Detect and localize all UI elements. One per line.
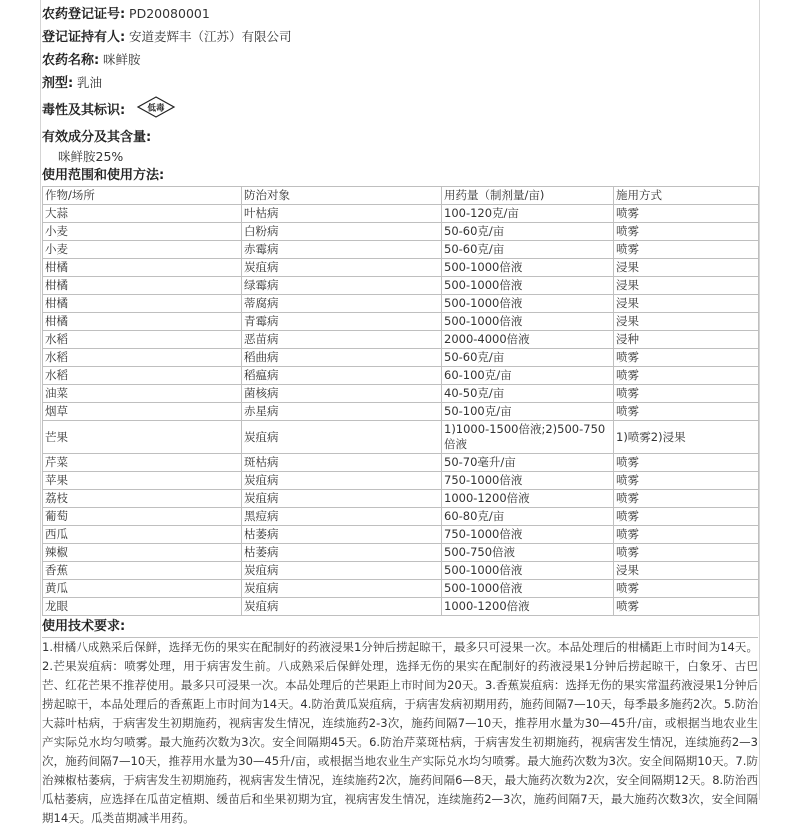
form-value: 乳油 (77, 75, 103, 90)
table-row (43, 259, 759, 277)
dosage-cell: 1000-1200倍液 (442, 490, 614, 508)
target-cell: 炭疽病 (242, 421, 442, 454)
target-cell: 炭疽病 (242, 580, 442, 598)
table-row (43, 454, 759, 472)
method-cell: 喷雾 (614, 205, 759, 223)
method-cell: 浸果 (614, 259, 759, 277)
table-row (43, 349, 759, 367)
table-row (43, 277, 759, 295)
target-cell: 炭疽病 (242, 490, 442, 508)
target-cell: 枯萎病 (242, 544, 442, 562)
tech-title: 使用技术要求: (42, 619, 126, 634)
crop-cell: 柑橘 (43, 259, 242, 277)
crop-cell: 香蕉 (43, 562, 242, 580)
crop-cell: 水稻 (43, 349, 242, 367)
reg-no-label: 农药登记证号: (42, 7, 126, 22)
table-row (43, 508, 759, 526)
dosage-cell: 500-1000倍液 (442, 313, 614, 331)
crop-cell: 水稻 (43, 367, 242, 385)
crop-cell: 苹果 (43, 472, 242, 490)
crop-cell: 柑橘 (43, 277, 242, 295)
table-row (43, 526, 759, 544)
dosage-cell: 2000-4000倍液 (442, 331, 614, 349)
crop-cell: 芹菜 (43, 454, 242, 472)
usage-header-row (43, 187, 759, 205)
holder-value: 安道麦辉丰（江苏）有限公司 (129, 29, 292, 44)
dosage-cell: 500-1000倍液 (442, 580, 614, 598)
dosage-cell: 1)1000-1500倍液;2)500-750倍液 (442, 421, 614, 454)
table-row (43, 544, 759, 562)
field-reg-no (42, 2, 758, 25)
dosage-cell: 60-100克/亩 (442, 367, 614, 385)
crop-cell: 小麦 (43, 223, 242, 241)
method-cell: 浸果 (614, 562, 759, 580)
method-cell: 喷雾 (614, 454, 759, 472)
dosage-cell: 1000-1200倍液 (442, 598, 614, 616)
table-row (43, 421, 759, 454)
table-row (43, 598, 759, 616)
method-cell: 喷雾 (614, 580, 759, 598)
method-cell: 喷雾 (614, 598, 759, 616)
usage-title: 使用范围和使用方法: (42, 168, 165, 183)
name-value: 咪鲜胺 (103, 52, 141, 67)
ingredient-title: 有效成分及其含量: (42, 130, 152, 145)
table-row (43, 205, 759, 223)
frame-right-border (759, 0, 760, 800)
table-row (43, 295, 759, 313)
method-cell: 喷雾 (614, 526, 759, 544)
table-row (43, 223, 759, 241)
crop-cell: 黄瓜 (43, 580, 242, 598)
crop-cell: 烟草 (43, 403, 242, 421)
tech-requirements-text: 1.柑橘八成熟采后保鲜，选择无伤的果实在配制好的药液浸果1分钟后捞起晾干，最多只可浸果一次。本品处理后的柑橘距上市时间为14天。2.芒果炭疽病：喷雾处理，用于病害发生前。八成熟采后保鲜处理，选择无伤的果实在配制好的药液浸果1分钟后捞起晾干，白象牙、古巴芒、红花芒果不推荐使用。最多只可浸果一次。本品处理后的芒果距上市时间为20天。3.香蕉炭疽病：选择无伤的果实常温药液浸果1分钟后捞起晾干，本品处理后的香蕉距上市时间为14天。4.防治黄瓜炭疽病，于病害发病初期用药，施药间隔7—10天，每季最多施药2次。5.防治大蒜叶枯病，于病害发生初期施药，视病害发生情况，连续施药2-3次，施药间隔7—10天，推荐用水量为30—45升/亩，或根据当地农业生产实际兑水均匀喷雾。最大施药次数为3次。安全间隔期45天。6.防治芹菜斑枯病，于病害发生初期施药，视病害发生情况，连续施药2—3次，施药间隔7—10天，推荐用水量为30—45升/亩，或根据当地农业生产实际兑水均匀喷雾。最大施药次数为3次。安全间隔期10天。7.防治辣椒枯萎病，于病害发生初期施药，视病害发生情况，连续施药2次，施药间隔6—8天，最大施药次数为2次，安全间隔期12天。8.防治西瓜枯萎病，应选择在瓜苗定植期、缓苗后和坐果初期为宜，视病害发生情况，连续施药2—3次，施药间隔7天，最大施药次数3次，安全间隔期14天。瓜类苗期减半用药。 (42, 637, 758, 828)
table-row (43, 472, 759, 490)
dosage-cell: 500-1000倍液 (442, 562, 614, 580)
toxicity-badge-text: 低毒 (147, 103, 165, 113)
table-row (43, 313, 759, 331)
method-cell: 喷雾 (614, 367, 759, 385)
header-method: 施用方式 (614, 187, 759, 205)
target-cell: 炭疽病 (242, 472, 442, 490)
target-cell: 蒂腐病 (242, 295, 442, 313)
crop-cell: 辣椒 (43, 544, 242, 562)
table-row (43, 490, 759, 508)
crop-cell: 龙眼 (43, 598, 242, 616)
holder-label: 登记证持有人: (42, 30, 126, 45)
field-holder (42, 25, 758, 48)
target-cell: 叶枯病 (242, 205, 442, 223)
method-cell: 浸果 (614, 295, 759, 313)
target-cell: 赤星病 (242, 403, 442, 421)
table-row (43, 580, 759, 598)
dosage-cell: 50-70毫升/亩 (442, 454, 614, 472)
method-cell: 浸果 (614, 277, 759, 295)
dosage-cell: 500-1000倍液 (442, 259, 614, 277)
table-row (43, 385, 759, 403)
crop-cell: 西瓜 (43, 526, 242, 544)
method-cell: 浸种 (614, 331, 759, 349)
table-row (43, 331, 759, 349)
crop-cell: 芒果 (43, 421, 242, 454)
dosage-cell: 50-100克/亩 (442, 403, 614, 421)
dosage-cell: 500-1000倍液 (442, 277, 614, 295)
target-cell: 白粉病 (242, 223, 442, 241)
dosage-cell: 50-60克/亩 (442, 241, 614, 259)
target-cell: 炭疽病 (242, 598, 442, 616)
method-cell: 1)喷雾2)浸果 (614, 421, 759, 454)
target-cell: 稻瘟病 (242, 367, 442, 385)
method-cell: 喷雾 (614, 490, 759, 508)
crop-cell: 葡萄 (43, 508, 242, 526)
crop-cell: 柑橘 (43, 295, 242, 313)
target-cell: 斑枯病 (242, 454, 442, 472)
method-cell: 喷雾 (614, 241, 759, 259)
method-cell: 喷雾 (614, 544, 759, 562)
field-name (42, 48, 758, 71)
table-row (43, 241, 759, 259)
ingredient-value: 咪鲜胺25% (58, 149, 124, 164)
crop-cell: 柑橘 (43, 313, 242, 331)
header-crop: 作物/场所 (43, 187, 242, 205)
crop-cell: 油菜 (43, 385, 242, 403)
method-cell: 浸果 (614, 313, 759, 331)
dosage-cell: 500-1000倍液 (442, 295, 614, 313)
header-target: 防治对象 (242, 187, 442, 205)
table-row (43, 403, 759, 421)
crop-cell: 荔枝 (43, 490, 242, 508)
toxicity-label: 毒性及其标识: (42, 102, 126, 118)
frame-left-border (40, 0, 41, 800)
table-row (43, 562, 759, 580)
crop-cell: 大蒜 (43, 205, 242, 223)
target-cell: 炭疽病 (242, 259, 442, 277)
table-row (43, 367, 759, 385)
dosage-cell: 500-750倍液 (442, 544, 614, 562)
target-cell: 稻曲病 (242, 349, 442, 367)
target-cell: 黑痘病 (242, 508, 442, 526)
target-cell: 枯萎病 (242, 526, 442, 544)
label-document (42, 2, 758, 828)
dosage-cell: 100-120克/亩 (442, 205, 614, 223)
target-cell: 炭疽病 (242, 562, 442, 580)
field-form (42, 71, 758, 94)
header-dosage: 用药量（制剂量/亩) (442, 187, 614, 205)
name-label: 农药名称: (42, 53, 100, 68)
method-cell: 喷雾 (614, 403, 759, 421)
target-cell: 恶苗病 (242, 331, 442, 349)
reg-no-value: PD20080001 (129, 6, 210, 21)
method-cell: 喷雾 (614, 472, 759, 490)
dosage-cell: 50-60克/亩 (442, 349, 614, 367)
method-cell: 喷雾 (614, 508, 759, 526)
target-cell: 绿霉病 (242, 277, 442, 295)
dosage-cell: 750-1000倍液 (442, 472, 614, 490)
crop-cell: 水稻 (43, 331, 242, 349)
low-toxicity-badge-icon (137, 96, 175, 121)
method-cell: 喷雾 (614, 385, 759, 403)
field-toxicity (42, 94, 758, 122)
dosage-cell: 40-50克/亩 (442, 385, 614, 403)
dosage-cell: 60-80克/亩 (442, 508, 614, 526)
crop-cell: 小麦 (43, 241, 242, 259)
method-cell: 喷雾 (614, 223, 759, 241)
dosage-cell: 50-60克/亩 (442, 223, 614, 241)
usage-table (42, 186, 759, 616)
form-label: 剂型: (42, 76, 74, 91)
target-cell: 青霉病 (242, 313, 442, 331)
target-cell: 赤霉病 (242, 241, 442, 259)
dosage-cell: 750-1000倍液 (442, 526, 614, 544)
target-cell: 菌核病 (242, 385, 442, 403)
method-cell: 喷雾 (614, 349, 759, 367)
